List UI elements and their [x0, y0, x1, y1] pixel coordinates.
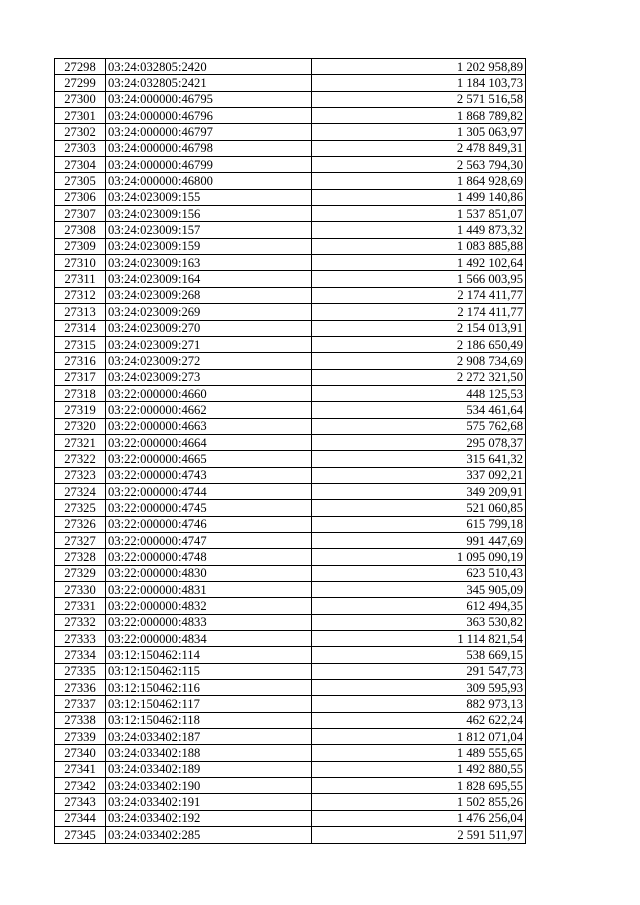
cadastral-number-cell: 03:22:000000:4748: [106, 549, 312, 565]
row-number-cell: 27327: [55, 532, 106, 548]
table-row: [55, 761, 526, 777]
value-cell: 363 530,82: [312, 614, 526, 630]
cadastral-number-cell: 03:24:033402:192: [106, 810, 312, 826]
row-number-cell: 27318: [55, 385, 106, 401]
cadastral-number-cell: 03:24:023009:159: [106, 238, 312, 254]
row-number-cell: 27301: [55, 108, 106, 124]
value-cell: 1 305 063,97: [312, 124, 526, 140]
cadastral-number-cell: 03:22:000000:4745: [106, 500, 312, 516]
value-cell: 2 571 516,58: [312, 91, 526, 107]
value-cell: 538 669,15: [312, 647, 526, 663]
cadastral-number-cell: 03:24:023009:156: [106, 206, 312, 222]
table-row: [55, 238, 526, 254]
table-row: [55, 614, 526, 630]
row-number-cell: 27320: [55, 418, 106, 434]
cadastral-number-cell: 03:24:023009:270: [106, 320, 312, 336]
row-number-cell: 27334: [55, 647, 106, 663]
table-row: [55, 206, 526, 222]
row-number-cell: 27307: [55, 206, 106, 222]
cadastral-number-cell: 03:22:000000:4663: [106, 418, 312, 434]
table-row: [55, 91, 526, 107]
row-number-cell: 27315: [55, 336, 106, 352]
cadastral-number-cell: 03:24:033402:189: [106, 761, 312, 777]
table-row: [55, 680, 526, 696]
table-row: [55, 402, 526, 418]
table-row: [55, 565, 526, 581]
cadastral-number-cell: 03:24:023009:163: [106, 255, 312, 271]
value-cell: 462 622,24: [312, 712, 526, 728]
cadastral-number-cell: 03:22:000000:4833: [106, 614, 312, 630]
cadastral-number-cell: 03:12:150462:116: [106, 680, 312, 696]
cadastral-number-cell: 03:12:150462:118: [106, 712, 312, 728]
cadastral-number-cell: 03:24:023009:271: [106, 336, 312, 352]
table-row: [55, 255, 526, 271]
row-number-cell: 27326: [55, 516, 106, 532]
table-row: [55, 582, 526, 598]
table-row: [55, 271, 526, 287]
cadastral-number-cell: 03:24:033402:191: [106, 794, 312, 810]
row-number-cell: 27304: [55, 157, 106, 173]
row-number-cell: 27303: [55, 140, 106, 156]
value-cell: 349 209,91: [312, 483, 526, 499]
row-number-cell: 27344: [55, 810, 106, 826]
table-row: [55, 304, 526, 320]
row-number-cell: 27341: [55, 761, 106, 777]
row-number-cell: 27328: [55, 549, 106, 565]
cadastral-number-cell: 03:24:000000:46796: [106, 108, 312, 124]
row-number-cell: 27313: [55, 304, 106, 320]
value-cell: 1 489 555,65: [312, 745, 526, 761]
cadastral-number-cell: 03:24:032805:2421: [106, 75, 312, 91]
row-number-cell: 27321: [55, 434, 106, 450]
value-cell: 291 547,73: [312, 663, 526, 679]
table-row: [55, 451, 526, 467]
cadastral-number-cell: 03:24:000000:46795: [106, 91, 312, 107]
table-row: [55, 189, 526, 205]
cadastral-number-cell: 03:12:150462:117: [106, 696, 312, 712]
value-cell: 612 494,35: [312, 598, 526, 614]
cadastral-number-cell: 03:22:000000:4746: [106, 516, 312, 532]
table-row: [55, 549, 526, 565]
value-cell: 2 154 013,91: [312, 320, 526, 336]
row-number-cell: 27310: [55, 255, 106, 271]
value-cell: 1 083 885,88: [312, 238, 526, 254]
value-cell: 448 125,53: [312, 385, 526, 401]
cadastral-number-cell: 03:24:023009:155: [106, 189, 312, 205]
value-cell: 2 908 734,69: [312, 353, 526, 369]
value-cell: 2 186 650,49: [312, 336, 526, 352]
value-cell: 521 060,85: [312, 500, 526, 516]
cadastral-number-cell: 03:24:033402:187: [106, 729, 312, 745]
row-number-cell: 27342: [55, 778, 106, 794]
row-number-cell: 27316: [55, 353, 106, 369]
cadastral-number-cell: 03:24:000000:46798: [106, 140, 312, 156]
row-number-cell: 27331: [55, 598, 106, 614]
value-cell: 534 461,64: [312, 402, 526, 418]
value-cell: 309 595,93: [312, 680, 526, 696]
table-row: [55, 385, 526, 401]
value-cell: 1 492 880,55: [312, 761, 526, 777]
table-row: [55, 598, 526, 614]
cadastral-number-cell: 03:22:000000:4660: [106, 385, 312, 401]
value-cell: 1 095 090,19: [312, 549, 526, 565]
table-row: [55, 287, 526, 303]
row-number-cell: 27302: [55, 124, 106, 140]
cadastral-number-cell: 03:24:000000:46800: [106, 173, 312, 189]
table-row: [55, 222, 526, 238]
table-body: [55, 59, 526, 844]
cadastral-number-cell: 03:24:033402:190: [106, 778, 312, 794]
table-row: [55, 140, 526, 156]
table-row: [55, 336, 526, 352]
table-row: [55, 647, 526, 663]
row-number-cell: 27338: [55, 712, 106, 728]
value-cell: 1 864 928,69: [312, 173, 526, 189]
row-number-cell: 27300: [55, 91, 106, 107]
value-cell: 1 114 821,54: [312, 631, 526, 647]
table-row: [55, 320, 526, 336]
value-cell: 2 272 321,50: [312, 369, 526, 385]
row-number-cell: 27337: [55, 696, 106, 712]
cadastral-number-cell: 03:22:000000:4831: [106, 582, 312, 598]
table-row: [55, 108, 526, 124]
value-cell: 2 591 511,97: [312, 827, 526, 843]
row-number-cell: 27298: [55, 59, 106, 75]
value-cell: 315 641,32: [312, 451, 526, 467]
table-row: [55, 124, 526, 140]
table-row: [55, 778, 526, 794]
table-row: [55, 696, 526, 712]
table-row: [55, 532, 526, 548]
table-row: [55, 173, 526, 189]
cadastral-number-cell: 03:22:000000:4832: [106, 598, 312, 614]
cadastral-number-cell: 03:24:032805:2420: [106, 59, 312, 75]
value-cell: 615 799,18: [312, 516, 526, 532]
cadastral-number-cell: 03:22:000000:4743: [106, 467, 312, 483]
row-number-cell: 27343: [55, 794, 106, 810]
value-cell: 882 973,13: [312, 696, 526, 712]
table-row: [55, 59, 526, 75]
value-cell: 1 184 103,73: [312, 75, 526, 91]
cadastral-number-cell: 03:24:023009:268: [106, 287, 312, 303]
row-number-cell: 27319: [55, 402, 106, 418]
row-number-cell: 27335: [55, 663, 106, 679]
table-row: [55, 794, 526, 810]
value-cell: 2 563 794,30: [312, 157, 526, 173]
value-cell: 575 762,68: [312, 418, 526, 434]
value-cell: 1 476 256,04: [312, 810, 526, 826]
value-cell: 1 499 140,86: [312, 189, 526, 205]
row-number-cell: 27305: [55, 173, 106, 189]
value-cell: 2 174 411,77: [312, 304, 526, 320]
row-number-cell: 27330: [55, 582, 106, 598]
cadastral-number-cell: 03:22:000000:4662: [106, 402, 312, 418]
cadastral-number-cell: 03:24:023009:164: [106, 271, 312, 287]
row-number-cell: 27311: [55, 271, 106, 287]
row-number-cell: 27312: [55, 287, 106, 303]
row-number-cell: 27332: [55, 614, 106, 630]
value-cell: 337 092,21: [312, 467, 526, 483]
table-row: [55, 810, 526, 826]
value-cell: 1 566 003,95: [312, 271, 526, 287]
value-cell: 1 812 071,04: [312, 729, 526, 745]
cadastral-number-cell: 03:22:000000:4665: [106, 451, 312, 467]
row-number-cell: 27325: [55, 500, 106, 516]
value-cell: 1 202 958,89: [312, 59, 526, 75]
value-cell: 2 174 411,77: [312, 287, 526, 303]
table-row: [55, 75, 526, 91]
row-number-cell: 27333: [55, 631, 106, 647]
cadastral-value-table: [54, 58, 526, 844]
value-cell: 1 449 873,32: [312, 222, 526, 238]
cadastral-number-cell: 03:24:000000:46797: [106, 124, 312, 140]
cadastral-number-cell: 03:22:000000:4834: [106, 631, 312, 647]
row-number-cell: 27299: [55, 75, 106, 91]
value-cell: 1 828 695,55: [312, 778, 526, 794]
value-cell: 1 537 851,07: [312, 206, 526, 222]
value-cell: 1 492 102,64: [312, 255, 526, 271]
row-number-cell: 27329: [55, 565, 106, 581]
cadastral-number-cell: 03:22:000000:4830: [106, 565, 312, 581]
value-cell: 1 502 855,26: [312, 794, 526, 810]
cadastral-number-cell: 03:24:000000:46799: [106, 157, 312, 173]
table-row: [55, 516, 526, 532]
row-number-cell: 27345: [55, 827, 106, 843]
cadastral-number-cell: 03:24:033402:285: [106, 827, 312, 843]
table-row: [55, 467, 526, 483]
table-row: [55, 500, 526, 516]
row-number-cell: 27306: [55, 189, 106, 205]
table-row: [55, 745, 526, 761]
cadastral-number-cell: 03:22:000000:4664: [106, 434, 312, 450]
row-number-cell: 27308: [55, 222, 106, 238]
table-row: [55, 712, 526, 728]
table-row: [55, 353, 526, 369]
cadastral-number-cell: 03:22:000000:4747: [106, 532, 312, 548]
row-number-cell: 27309: [55, 238, 106, 254]
table-row: [55, 663, 526, 679]
table-row: [55, 157, 526, 173]
table-row: [55, 434, 526, 450]
row-number-cell: 27340: [55, 745, 106, 761]
row-number-cell: 27324: [55, 483, 106, 499]
table-row: [55, 827, 526, 843]
table-row: [55, 418, 526, 434]
cadastral-number-cell: 03:12:150462:114: [106, 647, 312, 663]
cadastral-number-cell: 03:24:023009:157: [106, 222, 312, 238]
row-number-cell: 27339: [55, 729, 106, 745]
cadastral-number-cell: 03:12:150462:115: [106, 663, 312, 679]
cadastral-number-cell: 03:24:033402:188: [106, 745, 312, 761]
row-number-cell: 27317: [55, 369, 106, 385]
table-row: [55, 631, 526, 647]
value-cell: 2 478 849,31: [312, 140, 526, 156]
table-row: [55, 483, 526, 499]
cadastral-number-cell: 03:24:023009:273: [106, 369, 312, 385]
value-cell: 295 078,37: [312, 434, 526, 450]
value-cell: 345 905,09: [312, 582, 526, 598]
cadastral-number-cell: 03:24:023009:272: [106, 353, 312, 369]
row-number-cell: 27322: [55, 451, 106, 467]
value-cell: 623 510,43: [312, 565, 526, 581]
row-number-cell: 27336: [55, 680, 106, 696]
value-cell: 1 868 789,82: [312, 108, 526, 124]
table-row: [55, 369, 526, 385]
cadastral-number-cell: 03:24:023009:269: [106, 304, 312, 320]
cadastral-number-cell: 03:22:000000:4744: [106, 483, 312, 499]
row-number-cell: 27314: [55, 320, 106, 336]
row-number-cell: 27323: [55, 467, 106, 483]
value-cell: 991 447,69: [312, 532, 526, 548]
table-row: [55, 729, 526, 745]
